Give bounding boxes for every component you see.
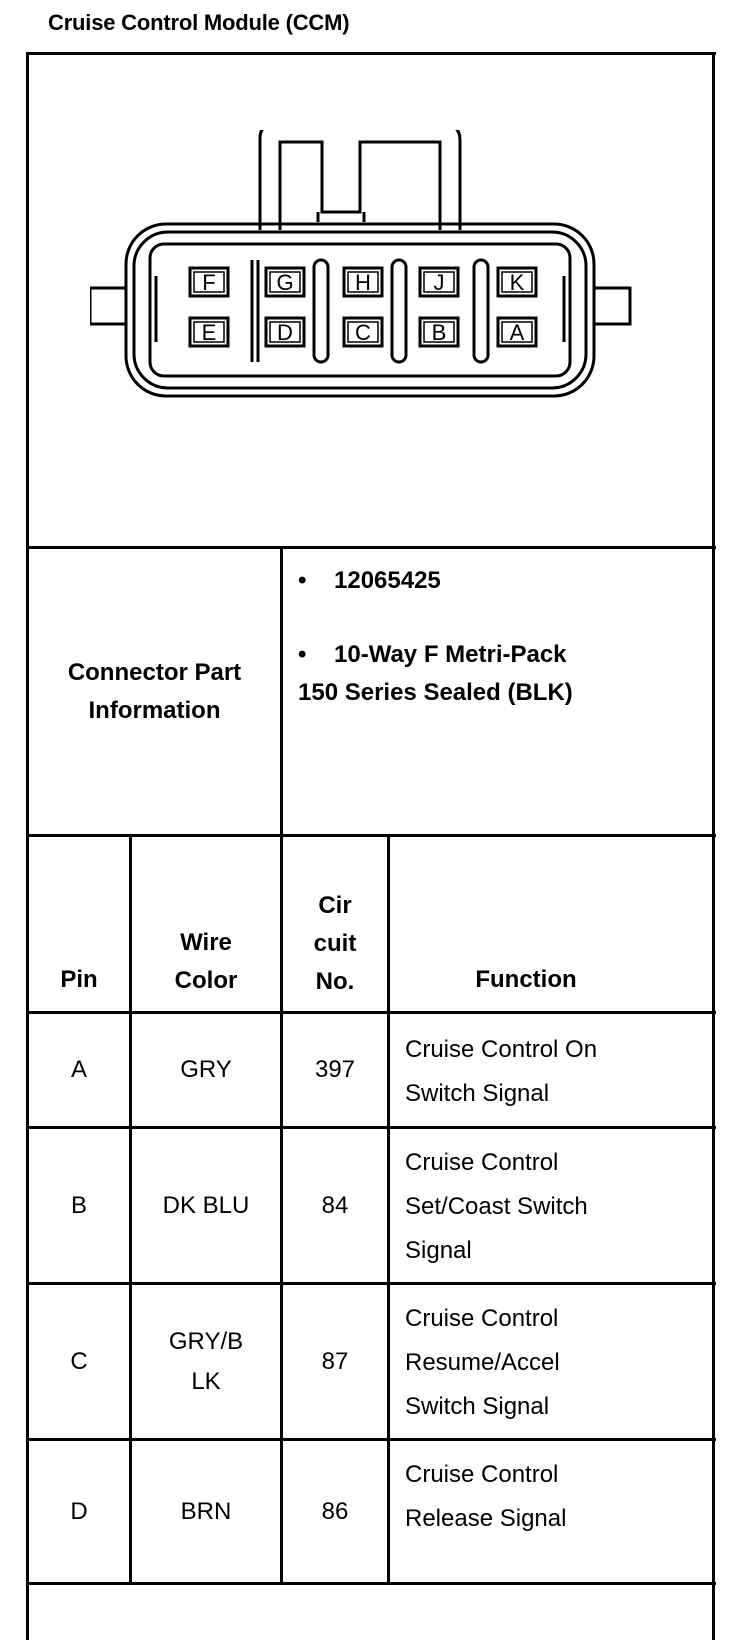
table-cell-circuit: 84 — [321, 1191, 349, 1219]
table-cell-function — [405, 1297, 560, 1429]
part-description-line1: 10-Way F Metri-Pack — [334, 641, 567, 668]
table-cell-pin: D — [70, 1497, 88, 1525]
header-function: Function — [475, 966, 577, 993]
function-line: Cruise Control — [405, 1461, 559, 1488]
table-cell-function — [405, 1453, 566, 1541]
table-cell-pin: C — [70, 1347, 88, 1375]
divider-connector — [26, 546, 716, 549]
part-number-bullet: • — [298, 567, 307, 594]
function-line: Cruise Control — [405, 1149, 559, 1176]
pin-label-top: G — [276, 270, 294, 295]
function-line: Signal — [405, 1237, 472, 1264]
part-info-label-line: Connector Part — [67, 659, 242, 686]
table-cell-wire-color: DK BLU — [162, 1191, 250, 1219]
pin-label-bottom: D — [277, 320, 293, 345]
table-right-border — [712, 52, 715, 1640]
header-circuit-no — [283, 887, 387, 1001]
col-divider-circuit — [387, 834, 390, 1585]
function-line: Cruise Control — [405, 1305, 559, 1332]
page-title: Cruise Control Module (CCM) — [48, 10, 350, 35]
pin-label-top: J — [433, 270, 445, 295]
function-line: Release Signal — [405, 1505, 567, 1532]
part-info-label-line: Information — [88, 697, 221, 724]
table-cell-pin: B — [70, 1191, 87, 1219]
table-cell-circuit: 397 — [314, 1056, 356, 1083]
header-circuit-line: Cir — [318, 892, 352, 919]
table-cell-function — [405, 1028, 597, 1116]
header-wire-color — [132, 924, 280, 1000]
wire-color-line: LK — [191, 1367, 221, 1395]
pin-label-top: K — [509, 270, 525, 295]
function-line: Switch Signal — [405, 1080, 550, 1107]
header-circuit-line: cuit — [313, 930, 357, 957]
function-line: Switch Signal — [405, 1393, 550, 1420]
table-cell-function — [405, 1141, 588, 1273]
header-wire-color-line: Color — [174, 967, 238, 994]
part-info-label — [29, 654, 280, 730]
header-circuit-line: No. — [315, 968, 355, 995]
function-line: Set/Coast Switch — [405, 1193, 588, 1220]
header-wire-color-line: Wire — [180, 929, 232, 956]
pin-label-bottom: A — [509, 320, 525, 345]
table-cell-circuit: 86 — [321, 1497, 349, 1525]
pin-label-bottom: C — [355, 320, 371, 345]
function-line: Cruise Control On — [405, 1036, 598, 1063]
table-cell-wire-color: BRN — [180, 1497, 232, 1525]
function-line: Resume/Accel — [405, 1349, 560, 1376]
pin-label-bottom: B — [431, 320, 447, 345]
pin-label-top: H — [355, 270, 371, 295]
connector-diagram — [90, 130, 650, 410]
table-cell-wire-color — [132, 1285, 280, 1438]
part-desc-bullet: • — [298, 641, 307, 668]
table-cell-wire-color: GRY — [180, 1056, 232, 1083]
pin-label-top: F — [202, 270, 216, 295]
table-cell-pin: A — [70, 1056, 87, 1083]
table-cell-circuit: 87 — [321, 1347, 349, 1375]
part-number: 12065425 — [334, 567, 441, 594]
part-description-line2: 150 Series Sealed (BLK) — [298, 679, 573, 706]
header-pin: Pin — [60, 966, 98, 993]
wire-color-line: GRY/B — [168, 1327, 244, 1355]
pin-label-bottom: E — [201, 320, 217, 345]
